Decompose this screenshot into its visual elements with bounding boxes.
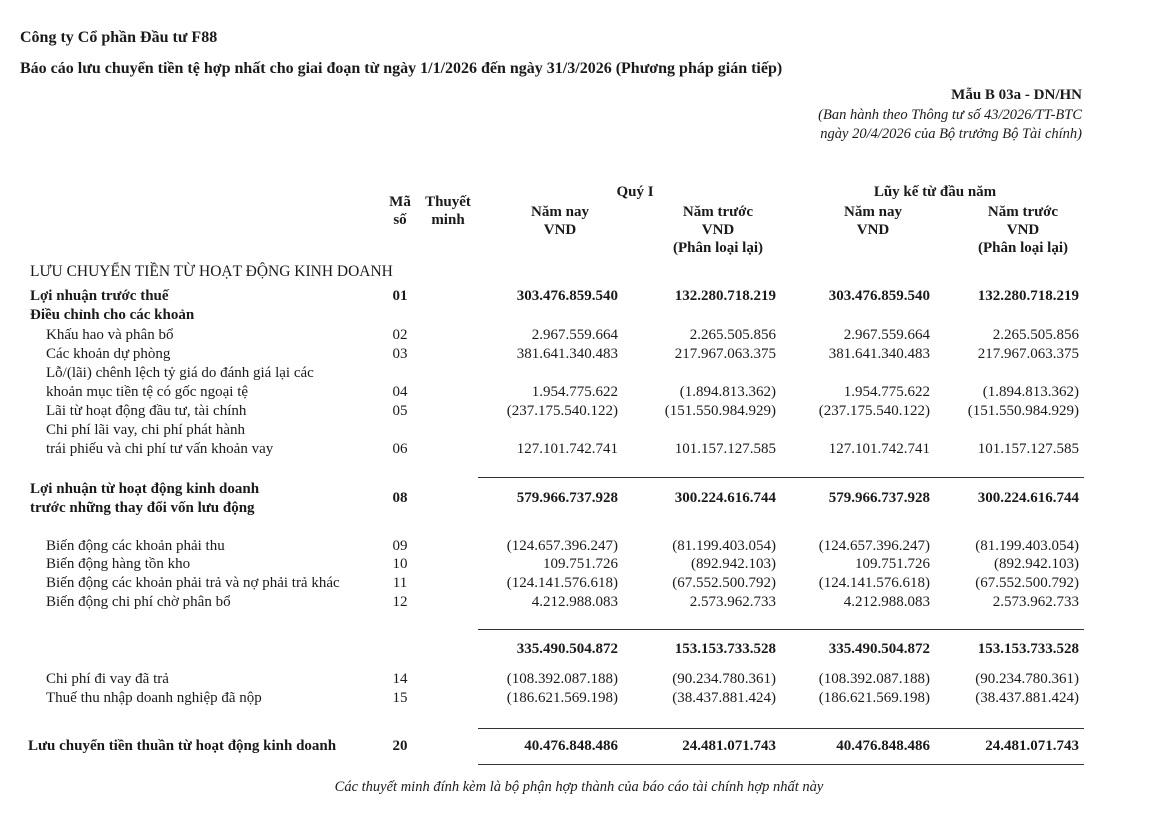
subtotal-rule-2 [478, 629, 1084, 630]
row-02-label: Khấu hao và phân bổ [46, 327, 174, 343]
row-10-ytd-prior: (892.942.103) [994, 556, 1079, 572]
row-03-q-current: 381.641.340.483 [516, 346, 618, 362]
header-q-current [500, 203, 620, 239]
header-quarter: Quý I [616, 184, 654, 200]
row-06-code: 06 [392, 441, 408, 457]
total-rule-top [478, 728, 1084, 729]
row-10-q-current: 109.751.726 [543, 556, 618, 572]
row-02-ytd-current: 2.967.559.664 [843, 327, 930, 343]
header-ytd-current-line1: Năm nay [844, 204, 902, 220]
row-06-ytd-current: 127.101.742.741 [828, 441, 930, 457]
header-note-line2: minh [431, 212, 465, 228]
row-05-q-current: (237.175.540.122) [506, 403, 618, 419]
row-09-q-current: (124.657.396.247) [506, 538, 618, 554]
row-02-q-prior: 2.265.505.856 [689, 327, 776, 343]
row-11-ytd-prior: (67.552.500.792) [975, 575, 1079, 591]
row-04-q-prior: (1.894.813.362) [679, 384, 776, 400]
row-12-ytd-current: 4.212.988.083 [843, 594, 930, 610]
row-15-ytd-prior: (38.437.881.424) [975, 690, 1079, 706]
total-rule-bottom [478, 764, 1084, 765]
row-04-q-current: 1.954.775.622 [531, 384, 618, 400]
row-15-ytd-current: (186.621.569.198) [818, 690, 930, 706]
row-06-label-line2: trái phiếu và chi phí tư vấn khoản vay [46, 441, 274, 457]
header-ytd-prior [963, 203, 1083, 257]
row-04-ytd-prior: (1.894.813.362) [982, 384, 1079, 400]
row-01-q-prior: 132.280.718.219 [674, 288, 776, 304]
row-11-ytd-current: (124.141.576.618) [818, 575, 930, 591]
row-01-label: Lợi nhuận trước thuế [30, 288, 169, 304]
row-15-label: Thuế thu nhập doanh nghiệp đã nộp [46, 690, 262, 706]
row-01-ytd-current: 303.476.859.540 [828, 288, 930, 304]
header-code-line2: số [393, 212, 407, 228]
row-11-q-prior: (67.552.500.792) [672, 575, 776, 591]
row-11-label: Biến động các khoản phải trả và nợ phải trả khác [46, 575, 340, 591]
row-20-q-prior: 24.481.071.743 [682, 738, 776, 754]
issued-line-1: (Ban hành theo Thông tư số 43/2026/TT-BTC [818, 107, 1082, 123]
header-code-line1: Mã [389, 194, 411, 210]
row-12-ytd-prior: 2.573.962.733 [992, 594, 1079, 610]
header-q-prior-line3: (Phân loại lại) [672, 240, 763, 256]
header-ytd-prior-line1: Năm trước [987, 204, 1059, 220]
section-title: LƯU CHUYỂN TIỀN TỪ HOẠT ĐỘNG KINH DOANH [30, 263, 393, 280]
row-14-label: Chi phí đi vay đã trả [46, 671, 169, 687]
row-08-q-prior: 300.224.616.744 [674, 490, 776, 506]
row-05-ytd-prior: (151.550.984.929) [967, 403, 1079, 419]
row-09-label: Biến động các khoản phải thu [46, 538, 225, 554]
row-20-code: 20 [392, 738, 408, 754]
row-06-ytd-prior: 101.157.127.585 [977, 441, 1079, 457]
row-11-q-current: (124.141.576.618) [506, 575, 618, 591]
row-03-ytd-current: 381.641.340.483 [828, 346, 930, 362]
header-q-prior [658, 203, 778, 257]
row-05-q-prior: (151.550.984.929) [664, 403, 776, 419]
row-15-q-current: (186.621.569.198) [506, 690, 618, 706]
header-note-line1: Thuyết [425, 194, 471, 210]
row-12-q-prior: 2.573.962.733 [689, 594, 776, 610]
row-12-code: 12 [392, 594, 408, 610]
row-10-ytd-current: 109.751.726 [855, 556, 930, 572]
company-name: Công ty Cổ phần Đầu tư F88 [20, 29, 218, 46]
row-09-q-prior: (81.199.403.054) [672, 538, 776, 554]
header-q-prior-line2: VND [701, 222, 735, 238]
row-02-ytd-prior: 2.265.505.856 [992, 327, 1079, 343]
row-04-label-line1: Lỗ/(lãi) chênh lệch tỷ giá do đánh giá lại các [46, 365, 314, 381]
row-20-q-current: 40.476.848.486 [524, 738, 618, 754]
row-04-code: 04 [392, 384, 408, 400]
row-08-q-current: 579.966.737.928 [516, 490, 618, 506]
row-05-code: 05 [392, 403, 408, 419]
row-09-code: 09 [392, 538, 408, 554]
row-14-ytd-current: (108.392.087.188) [818, 671, 930, 687]
subtotal-ytd-current: 335.490.504.872 [828, 641, 930, 657]
header-q-current-line1: Năm nay [531, 204, 589, 220]
row-14-ytd-prior: (90.234.780.361) [975, 671, 1079, 687]
row-14-q-current: (108.392.087.188) [506, 671, 618, 687]
header-note [418, 193, 478, 229]
row-14-q-prior: (90.234.780.361) [672, 671, 776, 687]
row-01-ytd-prior: 132.280.718.219 [977, 288, 1079, 304]
row-01-code: 01 [392, 288, 408, 304]
row-09-ytd-prior: (81.199.403.054) [975, 538, 1079, 554]
subtotal-ytd-prior: 153.153.733.528 [977, 641, 1079, 657]
header-ytd-current-line2: VND [856, 222, 890, 238]
subtotal-q-prior: 153.153.733.528 [674, 641, 776, 657]
row-06-q-prior: 101.157.127.585 [674, 441, 776, 457]
row-14-code: 14 [392, 671, 408, 687]
row-08-code: 08 [392, 490, 408, 506]
footer-note: Các thuyết minh đính kèm là bộ phận hợp thành của báo cáo tài chính hợp nhất này [334, 779, 824, 795]
row-09-ytd-current: (124.657.396.247) [818, 538, 930, 554]
row-06-q-current: 127.101.742.741 [516, 441, 618, 457]
row-20-ytd-prior: 24.481.071.743 [985, 738, 1079, 754]
row-03-code: 03 [392, 346, 408, 362]
row-06-label-line1: Chi phí lãi vay, chi phí phát hành [46, 422, 245, 438]
header-ytd-current [813, 203, 933, 239]
subtotal-q-current: 335.490.504.872 [516, 641, 618, 657]
issued-line-2: ngày 20/4/2026 của Bộ trưởng Bộ Tài chính) [820, 126, 1082, 142]
header-ytd: Lũy kế từ đầu năm [873, 184, 997, 200]
header-ytd-prior-line2: VND [1006, 222, 1040, 238]
row-05-label: Lãi từ hoạt động đầu tư, tài chính [46, 403, 247, 419]
row-03-ytd-prior: 217.967.063.375 [977, 346, 1079, 362]
issued-note [818, 106, 1082, 144]
row-15-code: 15 [392, 690, 408, 706]
row-08-label-line1: Lợi nhuận từ hoạt động kinh doanh [30, 481, 260, 497]
adjustments-label: Điều chỉnh cho các khoản [30, 307, 195, 323]
row-12-q-current: 4.212.988.083 [531, 594, 618, 610]
header-ytd-prior-line3: (Phân loại lại) [977, 240, 1068, 256]
row-20-label: Lưu chuyển tiền thuần từ hoạt động kinh doanh [28, 738, 337, 754]
row-20-ytd-current: 40.476.848.486 [836, 738, 930, 754]
form-code: Mẫu B 03a - DN/HN [951, 87, 1082, 103]
report-title: Báo cáo lưu chuyển tiền tệ hợp nhất cho giai đoạn từ ngày 1/1/2026 đến ngày 31/3/2026 (Phương pháp gián tiếp) [20, 60, 783, 77]
row-04-ytd-current: 1.954.775.622 [843, 384, 930, 400]
row-05-ytd-current: (237.175.540.122) [818, 403, 930, 419]
row-03-label: Các khoản dự phòng [46, 346, 171, 362]
row-03-q-prior: 217.967.063.375 [674, 346, 776, 362]
row-15-q-prior: (38.437.881.424) [672, 690, 776, 706]
header-code [380, 193, 420, 229]
row-01-q-current: 303.476.859.540 [516, 288, 618, 304]
row-10-q-prior: (892.942.103) [691, 556, 776, 572]
header-q-current-line2: VND [543, 222, 577, 238]
row-11-code: 11 [392, 575, 408, 591]
row-10-code: 10 [392, 556, 408, 572]
row-02-q-current: 2.967.559.664 [531, 327, 618, 343]
subtotal-rule-1 [478, 477, 1084, 478]
row-02-code: 02 [392, 327, 408, 343]
row-08-ytd-prior: 300.224.616.744 [977, 490, 1079, 506]
row-10-label: Biến động hàng tồn kho [46, 556, 191, 572]
row-12-label: Biến động chi phí chờ phân bổ [46, 594, 231, 610]
header-q-prior-line1: Năm trước [682, 204, 754, 220]
row-04-label-line2: khoản mục tiền tệ có gốc ngoại tệ [46, 384, 249, 400]
row-08-label-line2: trước những thay đổi vốn lưu động [30, 500, 255, 516]
row-08-ytd-current: 579.966.737.928 [828, 490, 930, 506]
